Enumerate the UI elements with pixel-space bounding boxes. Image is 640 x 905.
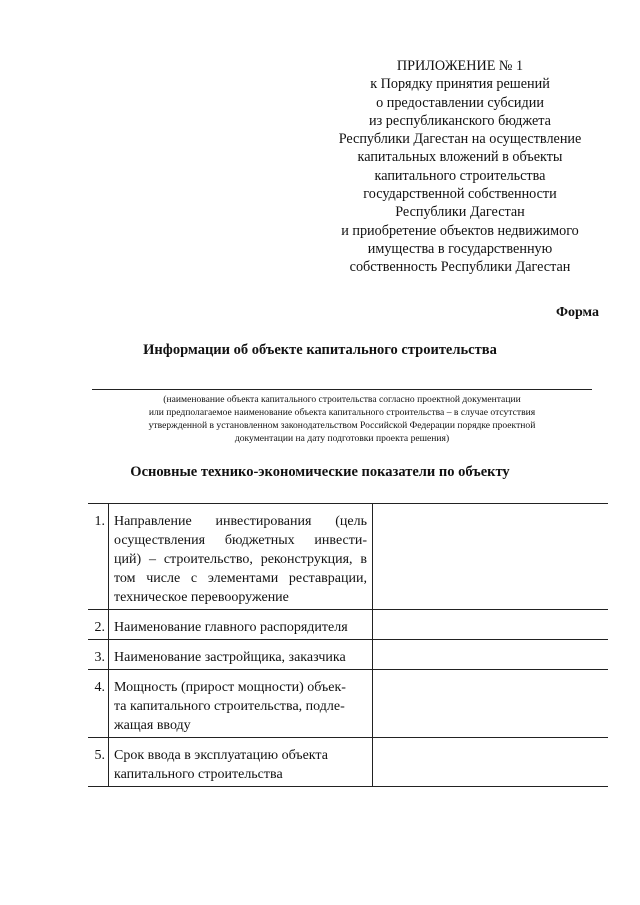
caption-line: или предполагаемое наименование объекта капитального строительства – в случае отсутствия	[148, 407, 536, 418]
appendix-line: Республики Дагестан на осуществление	[338, 131, 582, 148]
row-label-line: техническое перевооружение	[114, 590, 289, 605]
row-number: 1.	[88, 504, 109, 610]
appendix-line: о предоставлении субсидии	[376, 94, 544, 111]
row-label-line: том числе с элементами реставрации,	[114, 571, 367, 586]
row-label-line: осуществления бюджетных инвести-	[114, 533, 367, 548]
object-name-line	[92, 389, 592, 390]
row-label-line: жащая вводу	[114, 718, 191, 733]
section-subtitle: Основные технико-экономические показатели по объекту	[130, 464, 510, 480]
row-value	[373, 610, 609, 640]
row-number: 5.	[88, 738, 109, 787]
appendix-line: имущества в государственную	[367, 240, 553, 257]
row-label	[109, 504, 373, 610]
appendix-line: собственность Республики Дагестан	[349, 259, 571, 276]
table-row	[88, 670, 608, 738]
row-value	[373, 670, 609, 738]
indicators-table	[88, 503, 608, 787]
row-value	[373, 504, 609, 610]
caption-line: утвержденной в установленном законодательством Российской Федерации порядке проектной	[148, 420, 536, 431]
row-label	[109, 738, 373, 787]
appendix-line: капитального строительства	[374, 167, 546, 184]
appendix-line: государственной собственности	[363, 186, 557, 203]
row-value	[373, 640, 609, 670]
row-label-line: Наименование застройщика, заказчика	[114, 650, 346, 665]
appendix-header	[300, 57, 620, 277]
row-label-line: та капитального строительства, подле-	[114, 699, 345, 714]
row-label-line: капитального строительства	[114, 767, 283, 782]
caption-line: (наименование объекта капитального строительства согласно проектной документации	[163, 394, 521, 405]
table-row	[88, 738, 608, 787]
appendix-line: ПРИЛОЖЕНИЕ № 1	[396, 58, 524, 74]
form-label: Форма	[555, 305, 599, 320]
caption-line: документации на дату подготовки проекта решения)	[234, 433, 450, 444]
appendix-line: к Порядку принятия решений	[370, 76, 550, 93]
appendix-line: из республиканского бюджета	[369, 112, 551, 129]
object-name-caption	[92, 393, 592, 445]
row-label-line: Наименование главного распорядителя	[114, 620, 348, 635]
appendix-line: Республики Дагестан	[395, 204, 525, 221]
row-label-line: Срок ввода в эксплуатацию объекта	[114, 748, 328, 763]
row-label-line: Направление инвестирования (цель	[114, 514, 367, 529]
row-number: 4.	[88, 670, 109, 738]
row-number: 2.	[88, 610, 109, 640]
row-label	[109, 670, 373, 738]
row-number: 3.	[88, 640, 109, 670]
row-value	[373, 738, 609, 787]
row-label-line: Мощность (прирост мощности) объек-	[114, 680, 346, 695]
row-label-line: ций) – строительство, реконструкция, в	[114, 552, 367, 567]
table-row	[88, 610, 608, 640]
appendix-line: и приобретение объектов недвижимого	[341, 222, 579, 239]
row-label	[109, 640, 373, 670]
appendix-line: капитальных вложений в объекты	[357, 149, 563, 166]
document-title: Информации об объекте капитального строительства	[143, 342, 497, 358]
table-row	[88, 504, 608, 610]
table-row	[88, 640, 608, 670]
row-label	[109, 610, 373, 640]
